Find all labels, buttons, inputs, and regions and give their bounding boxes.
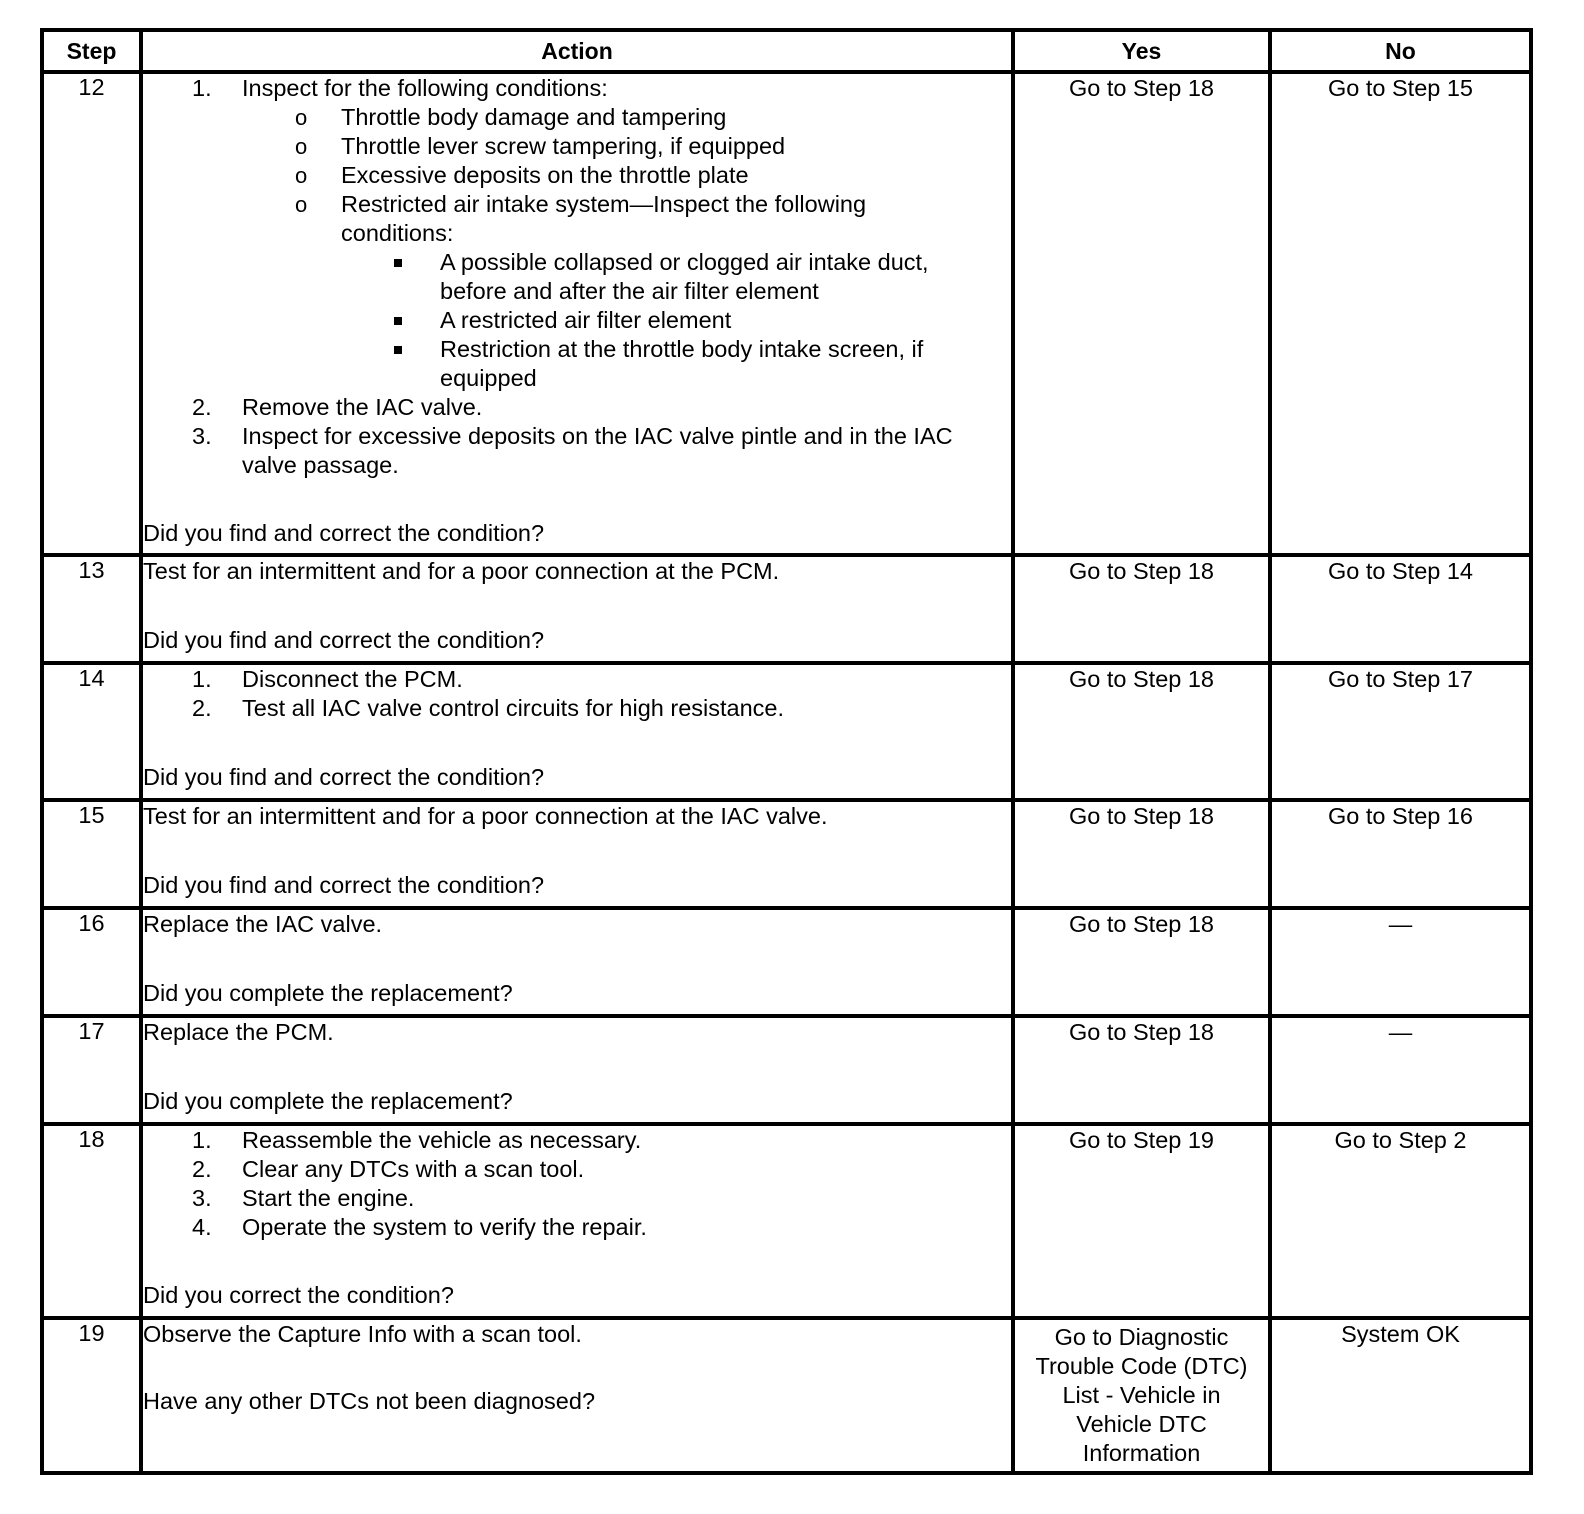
condition-list <box>143 103 1011 393</box>
yes-cell: Go to Step 19 <box>1013 1124 1270 1318</box>
no-cell: Go to Step 2 <box>1270 1124 1531 1318</box>
action-text: Test for an intermittent and for a poor connection at the PCM. <box>143 558 780 584</box>
instruction-list <box>143 74 1011 480</box>
yes-cell: Go to Step 18 <box>1013 800 1270 908</box>
no-cell: — <box>1270 1016 1531 1124</box>
yes-cell: Go to Step 18 <box>1013 72 1270 555</box>
table-row-step-12 <box>42 72 1531 555</box>
yes-cell: Go to Step 18 <box>1013 908 1270 1016</box>
square-bullet-icon <box>394 317 402 325</box>
table-row-step-18 <box>42 1124 1531 1318</box>
table-row-step-19 <box>42 1318 1531 1473</box>
action-cell <box>141 72 1013 555</box>
question-text: Did you find and correct the condition? <box>143 520 545 546</box>
step-number: 19 <box>42 1318 141 1473</box>
square-bullet-icon <box>394 259 402 267</box>
sub-condition-list <box>143 248 1011 393</box>
square-bullet-icon <box>394 346 402 354</box>
condition-item: o Throttle body damage and tampering <box>295 104 727 130</box>
question-text: Did you find and correct the condition? <box>143 872 545 898</box>
action-cell <box>141 908 1013 1016</box>
yes-cell: Go to Step 18 <box>1013 663 1270 800</box>
action-cell <box>141 800 1013 908</box>
table-row-step-16 <box>42 908 1531 1016</box>
condition-item: o Restricted air intake system—Inspect the following conditions: A possible collapsed or clogged air intake duct, before and after the air filter element A restricted air filter element Restriction at the throttle body intake screen, if equipped <box>143 190 1011 393</box>
action-text: Test for an intermittent and for a poor connection at the IAC valve. <box>143 803 828 829</box>
table-row-step-14 <box>42 663 1531 800</box>
instruction-item: 1. Inspect for the following conditions: o Throttle body damage and tampering o Throttle lever screw tampering, if equipped o Excessive deposits on the throttle plate o Restricted air intake system—Inspect the following conditions: A possible collapsed or clogged air intake duct, before and after the air filter element A restricted air filter element Restriction at the throttle body intake screen, if equipped <box>143 74 1011 393</box>
yes-cell: Go to Step 18 <box>1013 1016 1270 1124</box>
no-cell: System OK <box>1270 1318 1531 1473</box>
no-cell: Go to Step 14 <box>1270 555 1531 663</box>
step-number: 18 <box>42 1124 141 1318</box>
sub-condition-item: A possible collapsed or clogged air intake duct, before and after the air filter element <box>143 248 1011 306</box>
action-text: Replace the IAC valve. <box>143 911 383 937</box>
yes-cell: Go to Step 18 <box>1013 555 1270 663</box>
no-cell: Go to Step 15 <box>1270 72 1531 555</box>
no-cell: Go to Step 17 <box>1270 663 1531 800</box>
table-row-step-13 <box>42 555 1531 663</box>
action-cell <box>141 1124 1013 1318</box>
sub-condition-item: A restricted air filter element <box>143 306 1011 335</box>
question-text: Did you correct the condition? <box>143 1282 454 1308</box>
question-text: Have any other DTCs not been diagnosed? <box>143 1388 596 1414</box>
step-number: 15 <box>42 800 141 908</box>
yes-cell: Go to Diagnostic Trouble Code (DTC) List - Vehicle in Vehicle DTC Information <box>1013 1318 1270 1473</box>
instruction-item: 1. Reassemble the vehicle as necessary. <box>192 1127 642 1153</box>
condition-item: o Throttle lever screw tampering, if equipped <box>295 133 786 159</box>
action-cell <box>141 555 1013 663</box>
question-text: Did you complete the replacement? <box>143 1088 513 1114</box>
instruction-item: 1. Disconnect the PCM. <box>192 666 463 692</box>
sub-condition-item: Restriction at the throttle body intake screen, if equipped <box>143 335 1011 393</box>
step-number: 12 <box>42 72 141 555</box>
step-number: 13 <box>42 555 141 663</box>
action-cell <box>141 663 1013 800</box>
question-text: Did you find and correct the condition? <box>143 764 545 790</box>
table-row-step-15 <box>42 800 1531 908</box>
step-number: 16 <box>42 908 141 1016</box>
question-text: Did you find and correct the condition? <box>143 627 545 653</box>
action-text: Replace the PCM. <box>143 1019 334 1045</box>
instruction-item: 4. Operate the system to verify the repair. <box>192 1214 647 1240</box>
instruction-item: 2. Clear any DTCs with a scan tool. <box>192 1156 585 1182</box>
instruction-list <box>143 665 1011 723</box>
instruction-item: 3. Start the engine. <box>192 1185 415 1211</box>
instruction-item: 3. Inspect for excessive deposits on the IAC valve pintle and in the IAC valve passage. <box>192 423 953 478</box>
action-cell <box>141 1016 1013 1124</box>
instruction-item: 2. Test all IAC valve control circuits for high resistance. <box>192 695 785 721</box>
diagnostic-table <box>40 28 1533 1475</box>
no-cell: — <box>1270 908 1531 1016</box>
table-header-row <box>42 30 1531 72</box>
no-cell: Go to Step 16 <box>1270 800 1531 908</box>
table-row-step-17 <box>42 1016 1531 1124</box>
action-cell <box>141 1318 1013 1473</box>
condition-item: o Excessive deposits on the throttle plate <box>295 162 749 188</box>
header-action: Action <box>141 30 1013 72</box>
header-step: Step <box>42 30 141 72</box>
instruction-list <box>143 1126 1011 1242</box>
question-text: Did you complete the replacement? <box>143 980 513 1006</box>
instruction-item: 2. Remove the IAC valve. <box>192 394 483 420</box>
step-number: 17 <box>42 1016 141 1124</box>
header-yes: Yes <box>1013 30 1270 72</box>
header-no: No <box>1270 30 1531 72</box>
action-text: Observe the Capture Info with a scan tool. <box>143 1321 582 1347</box>
step-number: 14 <box>42 663 141 800</box>
